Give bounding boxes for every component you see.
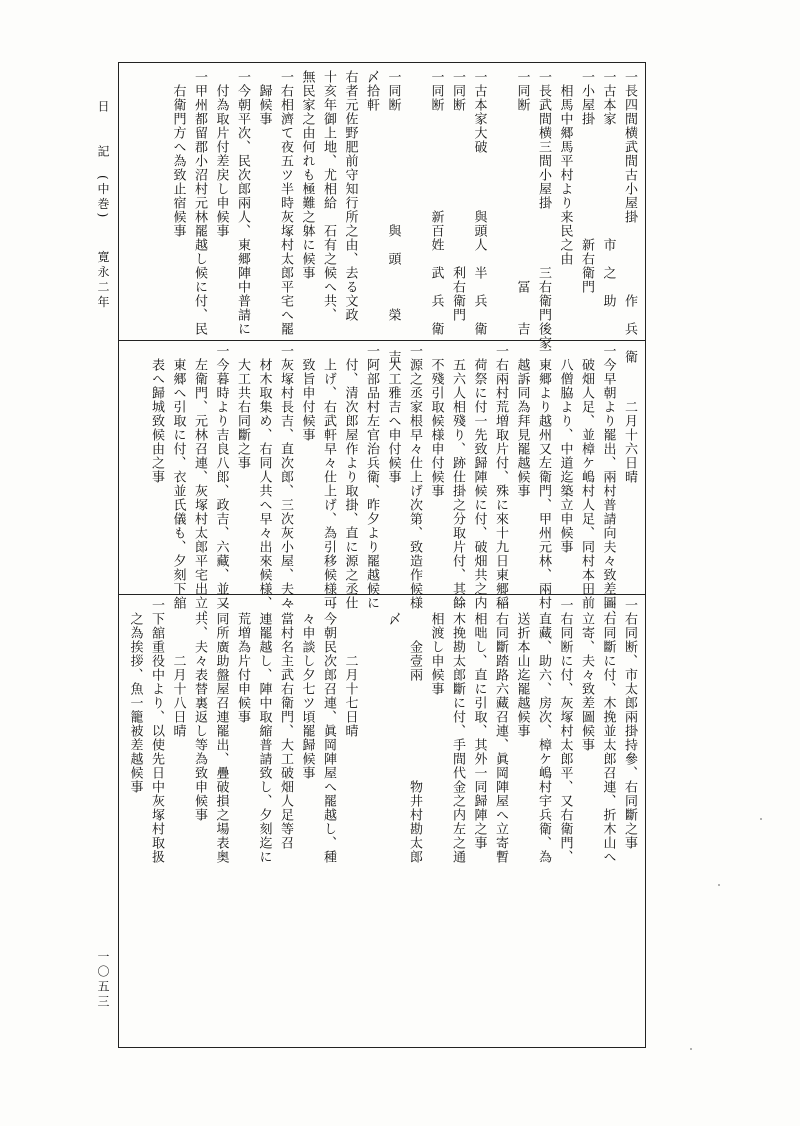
text-line: 一甲州都留郡小沼村元林罷越し候に付、民 (192, 70, 207, 336)
text-line: 一木挽勘太郎斷に付、手間代金之内左之通 (450, 598, 465, 864)
text-line: 一右同断に付、灰塚村太郎平、又右衛門、 (557, 598, 573, 864)
text-line: 一古本家大破 與頭人 半 兵 衛 (471, 70, 487, 336)
text-line: 連罷越し、陣中取縮普請致し、夕刻迄に (256, 598, 272, 864)
text-line: 相咄し、直に引取、其外一同歸陣之事 (471, 598, 487, 850)
scan-speck (690, 1048, 692, 1050)
text-line: 上げ、右武軒早々仕上げ、為引移候様可 (321, 344, 336, 610)
text-line: 左衛門、元林召連、灰塚村太郎平宅出立、 (192, 344, 207, 624)
text-line: 一同断 與 頭 榮 吉 (385, 70, 401, 364)
text-line: 二月十六日晴 (622, 344, 637, 484)
text-line: 五六人相殘り、跡仕掛之分取片付、其餘 (450, 344, 465, 610)
text-line: 一源之丞家根早々仕上げ次第、致造作候様 (407, 344, 422, 610)
text-line: 無民家之由何れも極難之躰に候事 (299, 70, 315, 280)
text-line: 〆 (385, 598, 401, 626)
text-line: 一同断 冨 吉 (514, 70, 530, 336)
text-line: 八僧脇より、中道迄築立申候事 (557, 344, 573, 554)
text-line: 〆拾軒 (364, 70, 379, 112)
text-line: 右者元佐野肥前守知行所之由、去る文政 (342, 70, 358, 322)
text-line: 一同断 利右衛門 (450, 70, 465, 322)
text-line: 一下舘重役中より、以使先日中灰塚村取扱 (149, 598, 164, 864)
text-line: 大工共右同斷之事 (235, 344, 250, 470)
text-line: 歸候事 (256, 70, 272, 126)
text-line: 一東郷より越州又左衛門、甲州元林、兩村 (536, 344, 551, 610)
text-line: 二月十八日晴 (170, 598, 186, 738)
text-line: 十亥年御上地、尤相給 石有之候へ共、 (321, 70, 336, 322)
text-line: 相馬中郷馬平村より来民之由 (557, 70, 573, 266)
page-number: 一〇五三 (96, 950, 110, 1010)
text-line: 一長武間横三間小屋掛 三右衛門後家 (536, 70, 551, 350)
text-line: 金壹兩 物井村勘太郎 (407, 598, 422, 864)
text-line: 相渡し申候事 (428, 598, 444, 696)
text-line: 一同所廣助盤屋召連罷出、疊破損之場表奥 (213, 598, 229, 864)
text-line: 一今暮時より吉良八郎、政吉、六藏、並又 (213, 344, 229, 610)
text-line: 東郷へ引取に付、衣並氏儀も、夕刻下舘 (170, 344, 186, 610)
text-line: 直藏、助六、房次、樟ケ嶋村宇兵衛、為 (536, 598, 551, 864)
text-line: 一阿部品村左官治兵衛、昨夕より罷越候に (364, 344, 379, 610)
text-line: 々申談し夕七ツ頃罷歸候事 (299, 598, 315, 780)
text-line: 一灰塚村長吉、直次郎、三次灰小屋、夫々 (278, 344, 293, 610)
text-line: 荷祭に付一先致歸陣候に付、破畑共之内 (471, 344, 487, 610)
text-line: 一右同斷踏路六藏召連、眞岡陣屋へ立寄暫 (493, 598, 508, 864)
text-line: 荒増為片付申候事 (235, 598, 250, 724)
text-line: 一小屋掛 新右衛門 (579, 70, 594, 294)
text-line: 一右相濟て夜五ツ半時灰塚村太郎平宅へ罷 (278, 70, 293, 336)
text-line: 一右同断、市太郎兩掛持參、右同斷之事 (622, 598, 637, 850)
text-line: 一同断 新百姓 武 兵 衛 (428, 70, 444, 336)
text-line: 一右兩村荒増取片付、殊に來十九日東郷稲 (493, 344, 508, 610)
text-line: 右衛門方へ為致止宿候事 (170, 70, 186, 238)
text-line: 之為挨拶、魚一籠被差越候事 (127, 598, 143, 794)
text-line: 付、清次郎屋作より取掛、直に源之丞仕 (342, 344, 358, 610)
text-line: 一今早朝より罷出、兩村普請向夫々致差圖、 (600, 344, 616, 624)
text-line: 一古本家 市 之 助 (600, 70, 616, 308)
text-line: 共、夫々表替裏返し等為致申候事 (192, 598, 207, 822)
text-line: 二月十七日晴 (342, 598, 358, 738)
text-line: 一今朝民次郎召連、眞岡陣屋へ罷越し、種 (321, 598, 336, 864)
text-line: 立寄、夫々致差圖候事 (579, 598, 594, 752)
text-line: 破畑人足、並樟ケ嶋村人足、同村本田前 (579, 344, 594, 610)
text-line: 一長四間横武間古小屋掛 作 兵 衛 (622, 70, 637, 364)
text-line: 付為取片付差戻し申候事 (213, 70, 229, 238)
text-line: 表へ歸城致候由之事 (149, 344, 164, 484)
text-line: 越訴同為拜見罷越候事 (514, 344, 530, 498)
text-line: 致旨申付候事 (299, 344, 315, 442)
text-line: 一當村名主武右衛門、大工破畑人足等召 (278, 598, 293, 850)
text-line: 不殘引取候様申付候事 (428, 344, 444, 498)
section-bottom (118, 598, 638, 1044)
section-top (118, 70, 638, 364)
text-line: 材木取集め、右同人共へ早々出來候様、 (256, 344, 272, 610)
scan-speck (760, 818, 762, 820)
text-line: 一今朝平次、民次郎兩人、東郷陣中普請に (235, 70, 250, 336)
text-line: 一右同斷に付、木挽並太郎召連、折木山へ (600, 598, 616, 864)
section-middle (118, 344, 638, 624)
running-title: 日 記 (中巻) 寛永二年 (96, 100, 110, 311)
text-line: 大工雅吉へ申付候事 (385, 344, 401, 484)
text-line: 送折本山迄罷越候事 (514, 598, 530, 738)
scan-speck (718, 884, 720, 886)
section-divider-1 (118, 340, 646, 341)
